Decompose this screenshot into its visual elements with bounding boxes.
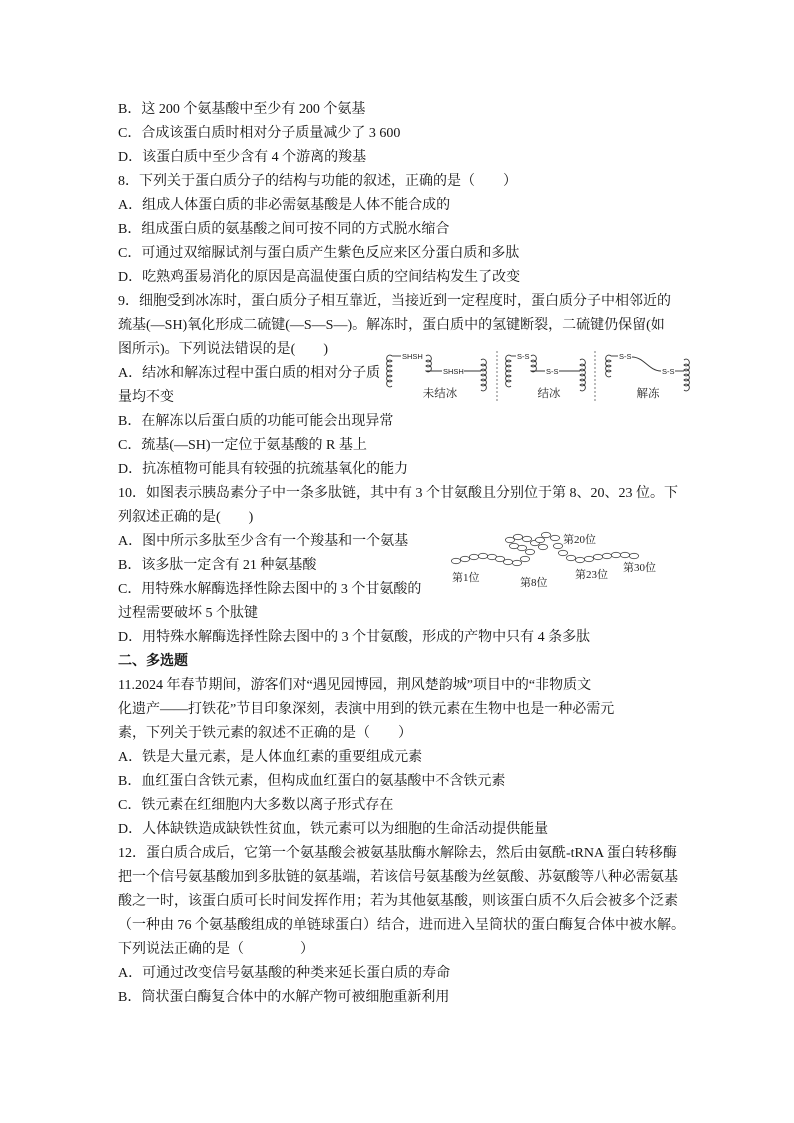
option-c-continued: 过程需要破坏 5 个肽键	[118, 606, 258, 621]
option-b: B．该多肽一定含有 21 种氨基酸	[118, 558, 317, 573]
option-c: C．巯基(—SH)一定位于氨基酸的 R 基上	[118, 438, 367, 453]
disulfide-mark: S-S	[517, 352, 530, 361]
question-stem: 11.2024 年春节期间，游客们对“遇见园博园，荆风楚韵城”项目中的“非物质文	[118, 678, 592, 693]
question-stem: 列叙述正确的是( )	[118, 510, 254, 525]
option-a: A．结冰和解冻过程中蛋白质的相对分子质	[118, 366, 381, 381]
position-label-1: 第1位	[452, 572, 480, 584]
question-stem: （一种由 76 个氨基酸组成的单链球蛋白）结合，进而进入呈筒状的蛋白酶复合体中被水解。	[118, 918, 685, 933]
position-label-8: 第8位	[520, 577, 548, 589]
option-a: A．铁是大量元素，是人体血红素的重要组成元素	[118, 750, 423, 765]
question-stem: 9．细胞受到冰冻时，蛋白质分子相互靠近，当接近到一定程度时，蛋白质分子中相邻近的	[118, 294, 671, 309]
sulfhydryl-mark: SHSH	[443, 367, 464, 376]
option-b: B．这 200 个氨基酸中至少有 200 个氨基	[118, 102, 366, 117]
option-d: D．该蛋白质中至少含有 4 个游离的羧基	[118, 150, 367, 165]
question-7-options	[118, 98, 718, 170]
option-a: A．组成人体蛋白质的非必需氨基酸是人体不能合成的	[118, 198, 451, 213]
sulfhydryl-mark: SHSH	[402, 352, 423, 361]
question-stem: 12．蛋白质合成后，它第一个氨基酸会被氨基肽酶水解除去，然后由氨酰-tRNA 蛋白转移酶	[118, 846, 677, 861]
option-d: D．吃熟鸡蛋易消化的原因是高温使蛋白质的空间结构发生了改变	[118, 270, 521, 285]
option-b: B．在解冻以后蛋白质的功能可能会出现异常	[118, 414, 394, 429]
question-stem: 10．如图表示胰岛素分子中一条多肽链，其中有 3 个甘氨酸且分别位于第 8、20、23 位。下	[118, 486, 678, 501]
question-9	[118, 290, 718, 482]
question-stem: 素，下列关于铁元素的叙述不正确的是（ ）	[118, 726, 412, 741]
option-c: C．合成该蛋白质时相对分子质量减少了 3 600	[118, 126, 401, 141]
question-stem: 8．下列关于蛋白质分子的结构与功能的叙述，正确的是（ ）	[118, 174, 517, 189]
option-c: C．铁元素在红细胞内大多数以离子形式存在	[118, 798, 394, 813]
option-b: B．血红蛋白含铁元素，但构成血红蛋白的氨基酸中不含铁元素	[118, 774, 506, 789]
disulfide-mark: S-S	[546, 367, 559, 376]
question-stem: 酸之一时，该蛋白质可长时间发挥作用；若为其他氨基酸，则该蛋白质不久后会被多个泛素	[118, 894, 678, 909]
panel-label: 未结冰	[422, 388, 458, 400]
option-b: B．筒状蛋白酶复合体中的水解产物可被细胞重新利用	[118, 990, 450, 1005]
section-heading: 二、多选题	[118, 654, 188, 669]
option-c: C．用特殊水解酶选择性除去图中的 3 个甘氨酸的	[118, 582, 422, 597]
question-stem: 图所示)。下列说法错误的是( )	[118, 342, 328, 357]
question-stem: 下列说法正确的是（ ）	[118, 942, 314, 957]
option-a: A．图中所示多肽至少含有一个羧基和一个氨基	[118, 534, 409, 549]
option-d: D．抗冻植物可能具有较强的抗巯基氧化的能力	[118, 462, 409, 477]
question-stem: 化遗产——打铁花”节目印象深刻，表演中用到的铁元素在生物中也是一种必需元	[118, 702, 615, 717]
option-b: B．组成蛋白质的氨基酸之间可按不同的方式脱水缩合	[118, 222, 450, 237]
panel-label: 结冰	[537, 388, 561, 400]
question-stem: 巯基(—SH)氧化形成二硫键(—S—S—)。解冻时，蛋白质中的氢键断裂，二硫键仍保留(如	[118, 318, 665, 333]
disulfide-mark: S-S	[662, 367, 675, 376]
position-label-20: 第20位	[563, 534, 596, 546]
position-label-23: 第23位	[575, 569, 608, 581]
option-d: D．用特殊水解酶选择性除去图中的 3 个甘氨酸，形成的产物中只有 4 条多肽	[118, 630, 591, 645]
question-10	[118, 482, 718, 650]
panel-label: 解冻	[636, 388, 660, 400]
question-stem: 把一个信号氨基酸加到多肽链的氨基端，若该信号氨基酸为丝氨酸、苏氨酸等八种必需氨基	[118, 870, 678, 885]
question-11	[118, 674, 718, 842]
option-c: C．可通过双缩脲试剂与蛋白质产生紫色反应来区分蛋白质和多肽	[118, 246, 520, 261]
option-a-continued: 量均不变	[118, 390, 174, 405]
position-label-30: 第30位	[623, 562, 656, 574]
option-d: D．人体缺铁造成缺铁性贫血，铁元素可以为细胞的生命活动提供能量	[118, 822, 549, 837]
disulfide-mark: S-S	[619, 352, 632, 361]
page-content	[118, 98, 718, 1010]
question-8	[118, 170, 718, 290]
option-a: A．可通过改变信号氨基酸的种类来延长蛋白质的寿命	[118, 966, 451, 981]
question-12	[118, 842, 718, 1010]
